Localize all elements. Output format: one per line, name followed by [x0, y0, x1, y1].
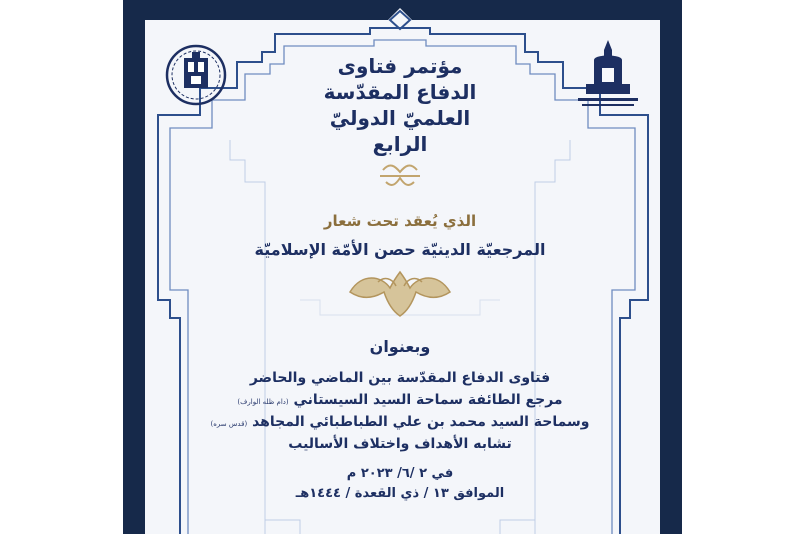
subject-line-2: [200, 392, 600, 408]
subject-line-3-note: (قدس سره): [210, 420, 248, 428]
slogan-intro: الذي يُعقد تحت شعار: [323, 212, 477, 230]
subject-heading: وبعنوان: [369, 337, 431, 356]
subject-line-4: تشابه الأهداف واختلاف الأساليب: [288, 436, 512, 452]
subject-line-3-text: وسماحة السيد محمد بن علي الطباطبائي المجاهد: [252, 414, 590, 430]
date-gregorian: في ٢ /٦/ ٢٠٢٣ م: [346, 466, 454, 481]
subject-line-3: [200, 414, 600, 430]
title-line-1: مؤتمر فتاوى: [337, 54, 463, 78]
title-line-2: الدفاع المقدّسة: [323, 80, 477, 104]
subject-line-2-text: مرجع الطائفة سماحة السيد السيستاني: [293, 392, 563, 408]
date-hijri: الموافق ١٣ / ذي القعدة / ١٤٤٤هـ: [295, 486, 505, 501]
subject-line-2-note: (دام ظله الوارف): [237, 398, 289, 406]
slogan-text: المرجعيّة الدينيّة حصن الأمّة الإسلاميّة: [254, 240, 546, 259]
title-line-4: الرابع: [372, 132, 428, 156]
subject-line-1: فتاوى الدفاع المقدّسة بين الماضي والحاضر: [249, 370, 551, 386]
title-line-3: العلميّ الدوليّ: [329, 106, 471, 130]
